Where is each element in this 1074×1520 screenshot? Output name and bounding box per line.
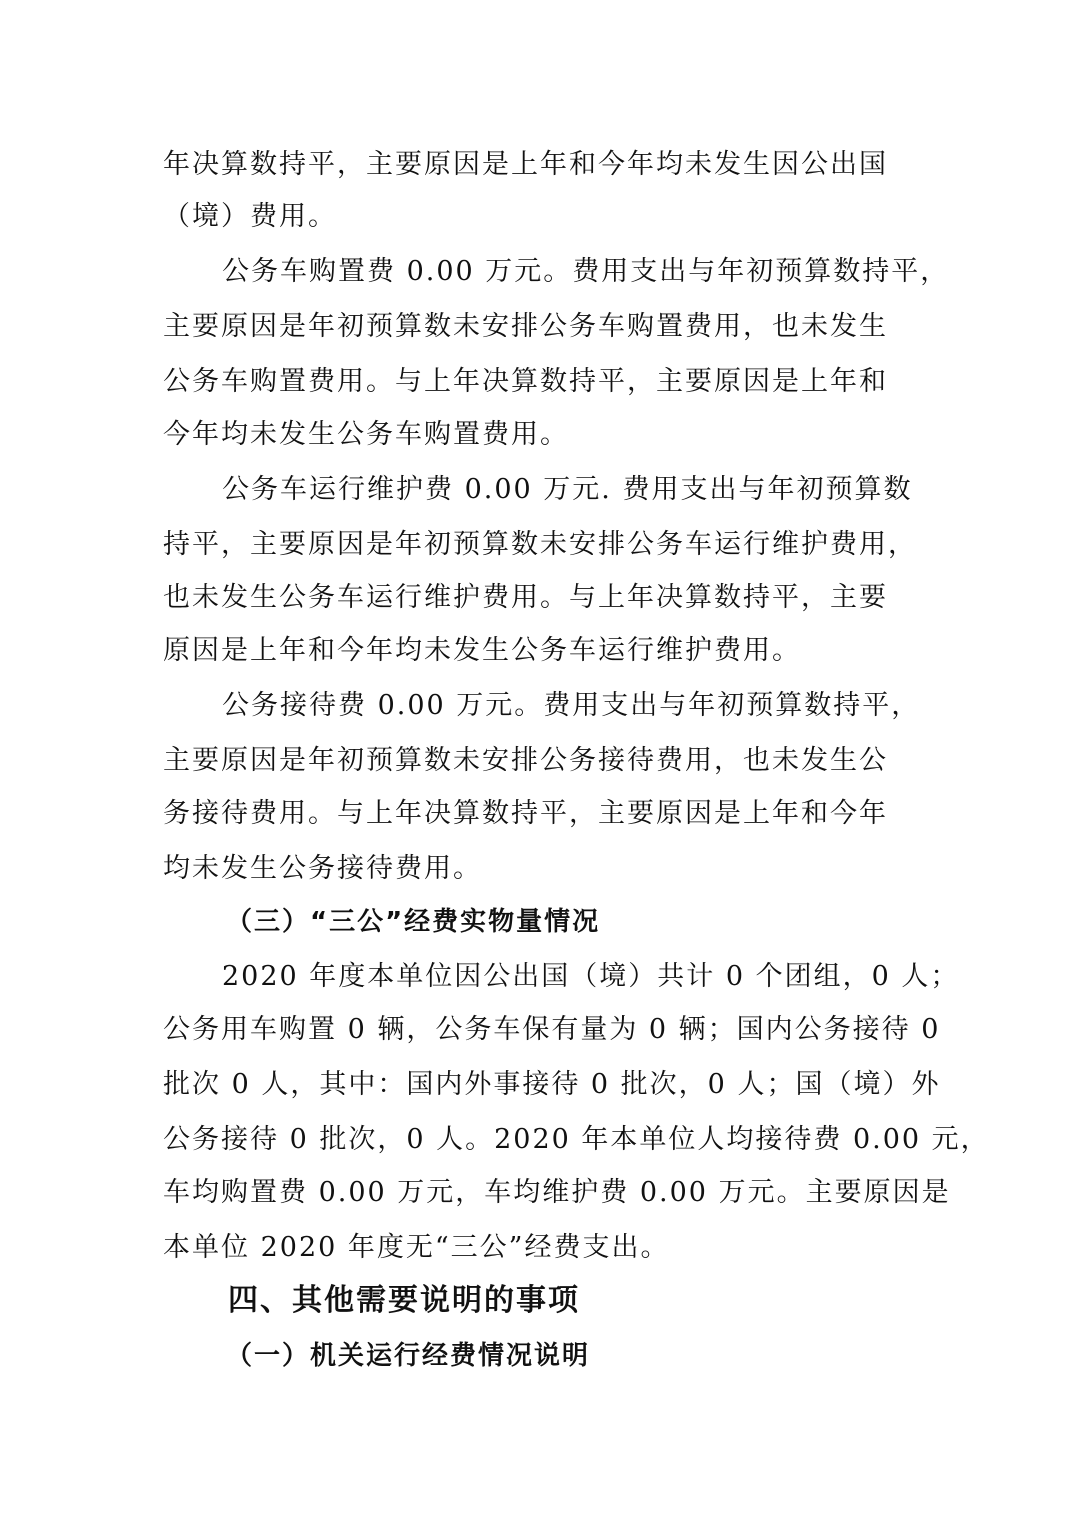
text-line: 均未发生公务接待费用。 (163, 853, 482, 884)
text-line: 本单位 2020 年度无“三公”经费支出。 (163, 1232, 670, 1263)
text-line: 公务接待 0 批次，0 人。2020 年本单位人均接待费 0.00 元， (163, 1124, 990, 1155)
text-line: 公务车购置费 0.00 万元。费用支出与年初预算数持平， (222, 256, 950, 287)
text-line: 原因是上年和今年均未发生公务车运行维护费用。 (163, 635, 801, 666)
text-line: 主要原因是年初预算数未安排公务接待费用，也未发生公 (163, 745, 888, 776)
text-line: 主要原因是年初预算数未安排公务车购置费用，也未发生 (163, 311, 888, 342)
text-line: 车均购置费 0.00 万元，车均维护费 0.00 万元。主要原因是 (163, 1177, 951, 1208)
text-line: 2020 年度本单位因公出国（境）共计 0 个团组，0 人； (222, 961, 960, 992)
text-line: 公务用车购置 0 辆，公务车保有量为 0 辆；国内公务接待 0 (163, 1014, 941, 1045)
text-line: 公务车购置费用。与上年决算数持平，主要原因是上年和 (163, 366, 888, 397)
chapter-heading: 四、其他需要说明的事项 (228, 1283, 580, 1318)
text-line: 公务车运行维护费 0.00 万元. 费用支出与年初预算数 (222, 474, 913, 505)
text-line: 今年均未发生公务车购置费用。 (163, 419, 569, 450)
text-line: 年决算数持平，主要原因是上年和今年均未发生因公出国 (163, 149, 888, 180)
section-heading: （一）机关运行经费情况说明 (226, 1341, 591, 1371)
text-line: 公务接待费 0.00 万元。费用支出与年初预算数持平， (222, 690, 921, 721)
text-line: 持平，主要原因是年初预算数未安排公务车运行维护费用， (163, 529, 917, 560)
section-heading: （三）“三公”经费实物量情况 (226, 907, 601, 937)
text-line: 也未发生公务车运行维护费用。与上年决算数持平，主要 (163, 582, 888, 613)
text-line: 批次 0 人，其中：国内外事接待 0 批次，0 人；国（境）外 (163, 1069, 941, 1100)
text-line: 务接待费用。与上年决算数持平，主要原因是上年和今年 (163, 798, 888, 829)
text-line: （境）费用。 (163, 201, 337, 232)
